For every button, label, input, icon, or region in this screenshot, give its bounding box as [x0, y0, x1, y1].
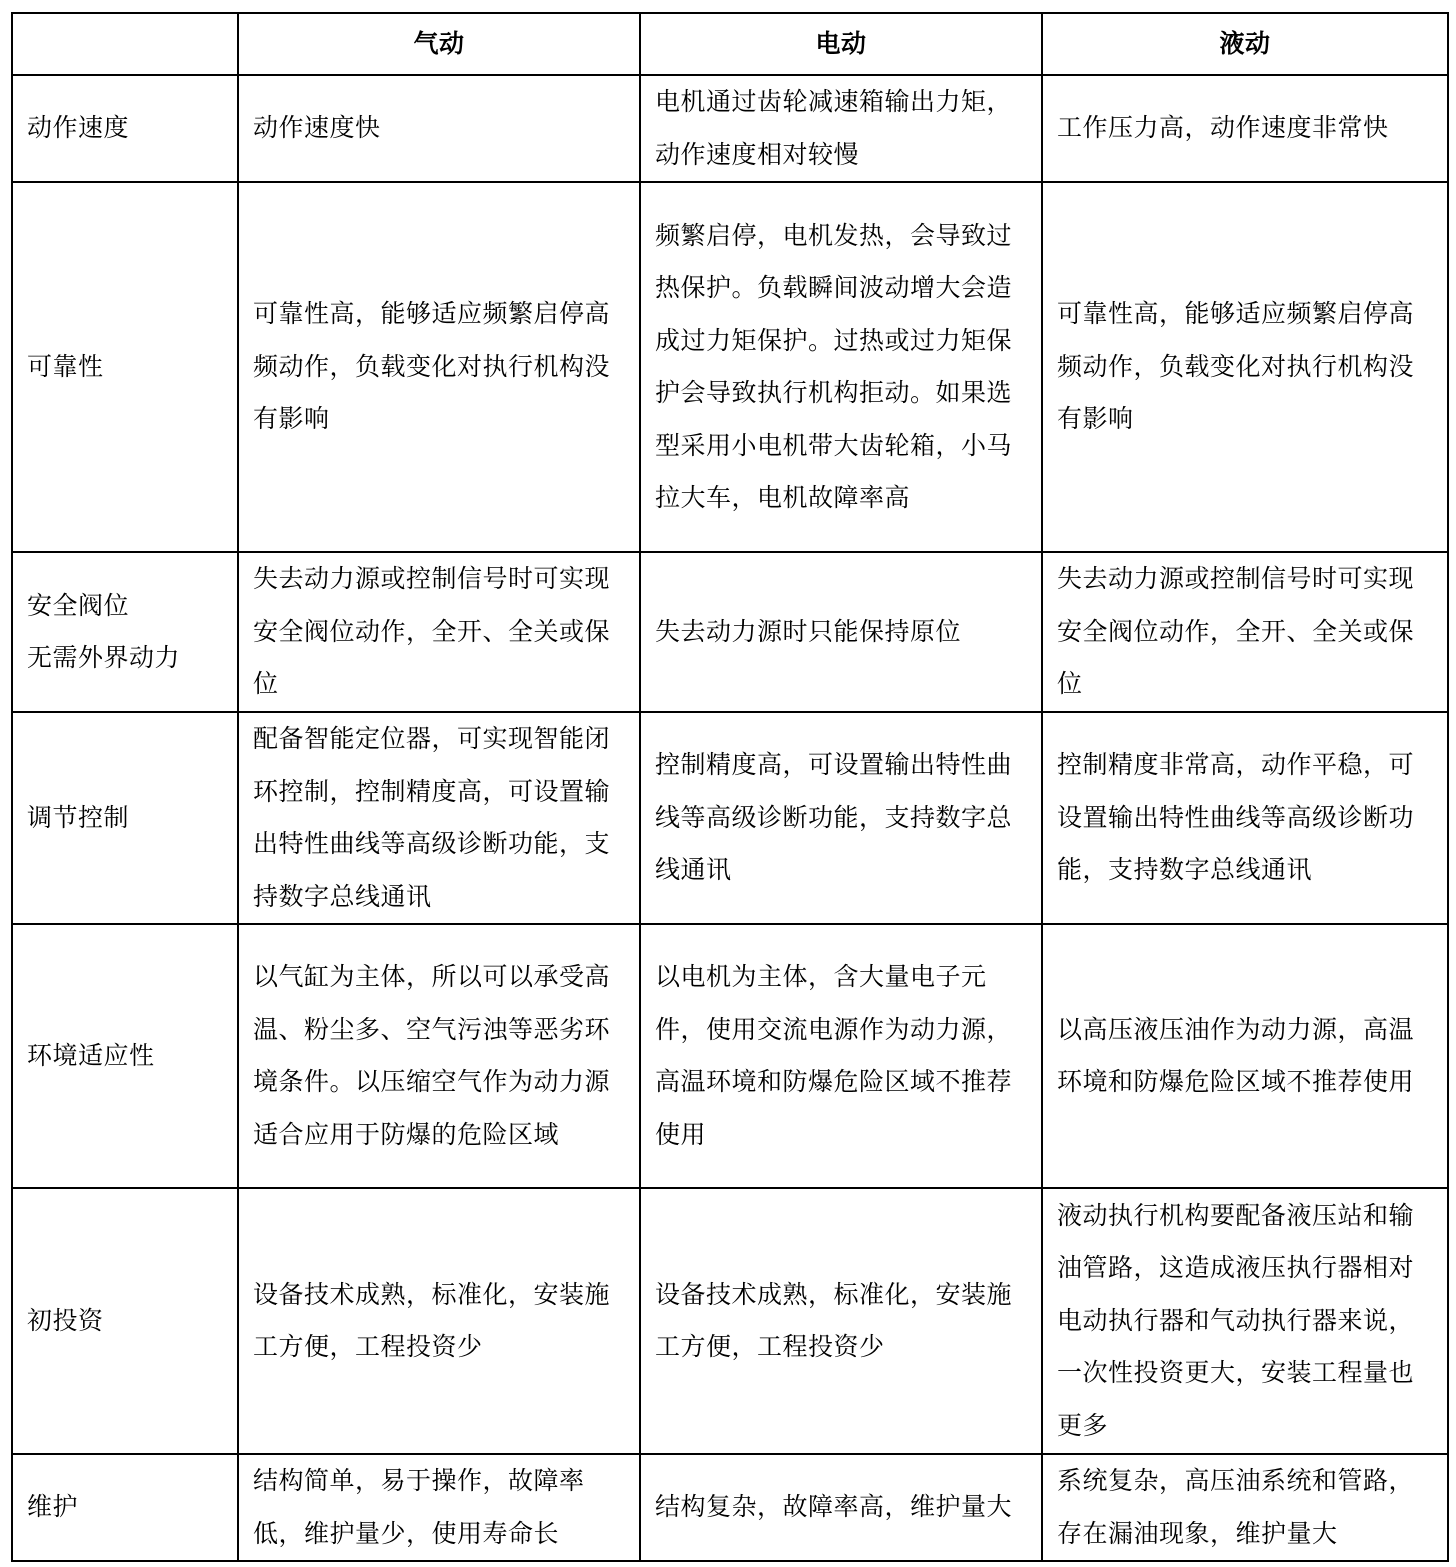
header-hydraulic: 液动 [1042, 13, 1448, 75]
cell-pneumatic-investment: 设备技术成熟，标准化，安装施工方便，工程投资少 [238, 1188, 640, 1454]
cell-pneumatic-maintenance: 结构简单，易于操作，故障率低，维护量少，使用寿命长 [238, 1454, 640, 1561]
cell-hydraulic-speed: 工作压力高，动作速度非常快 [1042, 75, 1448, 182]
cell-electric-reliability: 频繁启停，电机发热，会导致过热保护。负载瞬间波动增大会造成过力矩保护。过热或过力矩保护会导致执行机构拒动。如果选型采用小电机带大齿轮箱，小马拉大车，电机故障率高 [640, 182, 1042, 552]
cell-electric-fail-safe: 失去动力源时只能保持原位 [640, 552, 1042, 712]
table-row [12, 1454, 1448, 1561]
cell-pneumatic-control: 配备智能定位器，可实现智能闭环控制，控制精度高，可设置输出特性曲线等高级诊断功能，支持数字总线通讯 [238, 712, 640, 924]
table-row [12, 75, 1448, 182]
cell-hydraulic-reliability: 可靠性高，能够适应频繁启停高频动作，负载变化对执行机构没有影响 [1042, 182, 1448, 552]
cell-hydraulic-environment: 以高压液压油作为动力源，高温环境和防爆危险区域不推荐使用 [1042, 924, 1448, 1188]
header-corner-cell [12, 13, 238, 75]
table-row [12, 924, 1448, 1188]
cell-hydraulic-fail-safe: 失去动力源或控制信号时可实现安全阀位动作，全开、全关或保位 [1042, 552, 1448, 712]
cell-pneumatic-environment: 以气缸为主体，所以可以承受高温、粉尘多、空气污浊等恶劣环境条件。以压缩空气作为动力源适合应用于防爆的危险区域 [238, 924, 640, 1188]
cell-electric-speed: 电机通过齿轮减速箱输出力矩，动作速度相对较慢 [640, 75, 1042, 182]
header-pneumatic: 气动 [238, 13, 640, 75]
cell-hydraulic-investment: 液动执行机构要配备液压站和输油管路，这造成液压执行器相对电动执行器和气动执行器来说，一次性投资更大，安装工程量也更多 [1042, 1188, 1448, 1454]
table-row [12, 552, 1448, 712]
cell-pneumatic-fail-safe: 失去动力源或控制信号时可实现安全阀位动作，全开、全关或保位 [238, 552, 640, 712]
table-row [12, 1188, 1448, 1454]
cell-electric-environment: 以电机为主体，含大量电子元件，使用交流电源作为动力源，高温环境和防爆危险区域不推荐使用 [640, 924, 1042, 1188]
row-label-investment: 初投资 [12, 1188, 238, 1454]
row-label-control: 调节控制 [12, 712, 238, 924]
cell-pneumatic-speed: 动作速度快 [238, 75, 640, 182]
row-label-maintenance: 维护 [12, 1454, 238, 1561]
cell-hydraulic-control: 控制精度非常高，动作平稳，可设置输出特性曲线等高级诊断功能，支持数字总线通讯 [1042, 712, 1448, 924]
cell-hydraulic-maintenance: 系统复杂，高压油系统和管路，存在漏油现象，维护量大 [1042, 1454, 1448, 1561]
header-electric: 电动 [640, 13, 1042, 75]
cell-electric-investment: 设备技术成熟，标准化，安装施工方便，工程投资少 [640, 1188, 1042, 1454]
table-row [12, 182, 1448, 552]
row-label-speed: 动作速度 [12, 75, 238, 182]
comparison-table-container [11, 12, 1449, 1562]
row-label-environment: 环境适应性 [12, 924, 238, 1188]
table-row [12, 712, 1448, 924]
cell-electric-control: 控制精度高，可设置输出特性曲线等高级诊断功能，支持数字总线通讯 [640, 712, 1042, 924]
header-row [12, 13, 1448, 75]
cell-pneumatic-reliability: 可靠性高，能够适应频繁启停高频动作，负载变化对执行机构没有影响 [238, 182, 640, 552]
row-label-fail-safe: 安全阀位 无需外界动力 [12, 552, 238, 712]
cell-electric-maintenance: 结构复杂，故障率高，维护量大 [640, 1454, 1042, 1561]
row-label-reliability: 可靠性 [12, 182, 238, 552]
actuator-comparison-table [11, 12, 1449, 1562]
